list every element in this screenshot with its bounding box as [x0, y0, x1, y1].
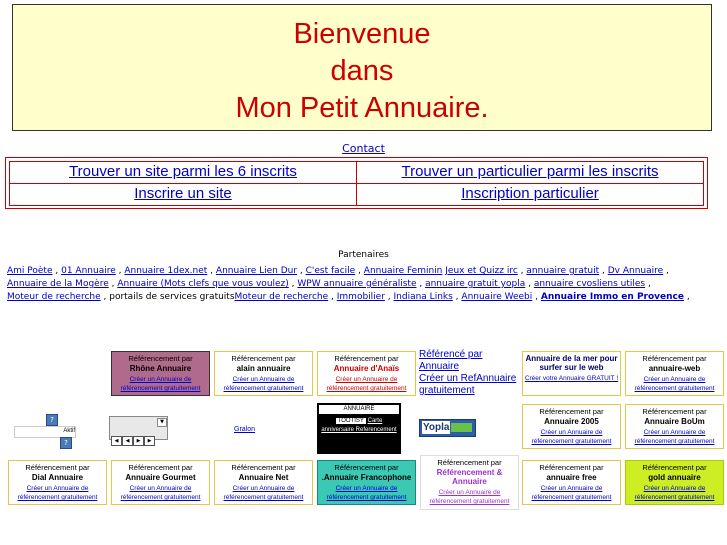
partner-link[interactable]: Annuaire Weebi [461, 292, 533, 302]
partner-link[interactable]: C'est facile [305, 266, 356, 276]
badge-create-link[interactable]: Créer un Annuaire de référencement gratuitement [634, 429, 715, 445]
badge-ref-label: Référencement par [334, 463, 399, 472]
badge-mer-title: Annuaire de la mer pour surfer sur le web [525, 354, 618, 372]
badge-create-link[interactable]: Créer un Annuaire de référencement gratuitement [634, 376, 715, 392]
badge-francophone[interactable] [317, 460, 416, 505]
badge-tootisy[interactable] [317, 403, 401, 454]
partner-link[interactable]: Annuaire (Mots clefs que vous voulez) [117, 279, 289, 289]
contact-row [0, 142, 727, 155]
partner-link[interactable]: Immobilier [336, 292, 385, 302]
badge-anais-name: Annuaire d'Anaïs [333, 364, 400, 373]
badge-ref-label: Référencement par [231, 354, 296, 363]
next-icon[interactable]: ▶ [133, 436, 144, 446]
badge-ref-annuaire[interactable] [420, 455, 519, 510]
badge-create-link[interactable]: Créer un Annuaire de référencement gratuitement [634, 485, 715, 501]
badge-alain-name: alain annuaire [236, 364, 291, 373]
badge-free[interactable] [522, 460, 621, 505]
referenced-link[interactable]: Référencé par Annuaire [419, 349, 483, 372]
partner-link[interactable]: Annuaire 1dex.net [124, 266, 208, 276]
yopla-logo: Yopla [423, 422, 450, 433]
badge-dial[interactable] [8, 460, 107, 505]
tootisy-head: ANNUAIRE [319, 405, 399, 414]
partner-link[interactable]: annuaire gratuit [526, 266, 600, 276]
yopla-decor [451, 423, 472, 432]
welcome-line-1: Bienvenue [293, 18, 431, 50]
partner-link[interactable]: Moteur de recherche [7, 292, 101, 302]
partner-link[interactable]: Moteur de recherche [234, 292, 329, 302]
partner-link[interactable]: Indiana Links [393, 292, 453, 302]
partner-link[interactable]: Annuaire de la Mogère [7, 279, 109, 289]
register-person-cell [356, 183, 704, 206]
partner-link[interactable]: Annuaire Immo en Provence [540, 292, 684, 302]
help-icon[interactable]: ? [60, 437, 72, 449]
scroll-buttons [111, 427, 164, 444]
register-site-cell [9, 183, 357, 206]
badge-gourmet-name: Annuaire Gourmet [125, 473, 196, 482]
badge-ref-label: Référencement par [334, 354, 399, 363]
badge-ref-label: Référencement par [539, 463, 604, 472]
welcome-line-3: Mon Petit Annuaire. [235, 92, 489, 124]
badge-2005-name: Annuaire 2005 [544, 417, 599, 426]
welcome-banner [12, 4, 712, 131]
partner-link[interactable]: annuaire cvosliens utiles [533, 279, 646, 289]
partner-text: portails de services gratuits [109, 292, 235, 302]
contact-link[interactable]: Contact [342, 142, 385, 155]
aktif-label: Aktif [63, 428, 75, 434]
badge-yopla[interactable] [419, 419, 476, 437]
badge-anais[interactable] [317, 351, 416, 396]
help-icon[interactable]: ? [46, 414, 58, 426]
badge-rhone[interactable] [111, 351, 210, 396]
badge-create-link[interactable]: Créer un Annuaire de référencement gratuitement [531, 429, 612, 445]
register-person-link[interactable]: Inscription particulier [461, 185, 599, 202]
badge-create-link[interactable]: Créer un Annuaire de référencement gratuitement [120, 485, 201, 501]
register-site-link[interactable]: Inscrire un site [134, 185, 232, 202]
partner-link[interactable]: WPW annuaire généraliste [297, 279, 417, 289]
last-icon[interactable]: ▶ [144, 436, 155, 446]
tootisy-body [318, 415, 400, 437]
badge-annuaire-web[interactable] [625, 351, 724, 396]
tootisy-link[interactable]: Carte anniversaire Referencement [321, 418, 397, 433]
badge-refann-name: Référencement & Annuaire [436, 468, 503, 486]
partner-link[interactable]: Annuaire Lien Dur [215, 266, 298, 276]
badge-net-name: Annuaire Net [238, 473, 289, 482]
badge-ref-label: Référencement par [25, 463, 90, 472]
badge-2005[interactable] [522, 404, 621, 449]
find-person-cell [356, 161, 704, 184]
badge-create-link[interactable]: Créer un Annuaire de référencement gratuitement [223, 485, 304, 501]
gralon-link[interactable]: Gralon [234, 426, 256, 433]
badge-referenced [419, 349, 519, 397]
badge-dial-name: Dial Annuaire [31, 473, 84, 482]
badge-mer[interactable] [522, 351, 621, 396]
badge-create-link[interactable]: Créer un Annuaire de référencement gratuitement [17, 485, 98, 501]
partner-link[interactable]: Jeux et Quizz irc [445, 266, 518, 276]
badge-boum-name: Annuaire BoUm [644, 417, 705, 426]
badge-create-link[interactable]: Créer un Annuaire de référencement gratuitement [429, 489, 510, 505]
badge-gold[interactable] [625, 460, 724, 505]
partners-list: Ami Poète , 01 Annuaire , Annuaire 1dex.net , Annuaire Lien Dur , C'est facile , Annuaire Feminin Jeux et Quizz irc , annuaire gratuit , Dv Annuaire , Annuaire de la Mogère , Annuaire (Mots clefs que vous voulez) , WPW annuaire généraliste , annuaire gratuit yopla , annuaire cvosliens utiles , Moteur de recherche , portails de services gratuitsMoteur de recherche , Immobilier , Indiana Links , Annuaire Weebi , Annuaire Immo en Provence , [7, 266, 690, 302]
badge-ref-label: Référencement par [231, 463, 296, 472]
badge-ref-label: Référencement par [437, 458, 502, 467]
badge-create-link[interactable]: Créer un Annuaire de référencement gratuitement [326, 485, 407, 501]
badge-ref-label: Référencement par [642, 354, 707, 363]
badge-net[interactable] [214, 460, 313, 505]
gralon-widget [234, 424, 255, 436]
badge-free-name: annuaire free [546, 473, 597, 482]
prev-icon[interactable]: ◀ [122, 436, 133, 446]
partner-link[interactable]: Annuaire Feminin [363, 266, 443, 276]
scroll-widget[interactable] [109, 416, 168, 444]
badge-ref-label: Référencement par [642, 407, 707, 416]
first-icon[interactable]: ◀ [111, 436, 122, 446]
badge-ref-label: Référencement par [128, 463, 193, 472]
badge-rhone-name: Rhône Annuaire [129, 364, 192, 373]
badge-create-link[interactable]: Créer un Annuaire de référencement gratuitement [326, 376, 407, 392]
badge-create-link[interactable]: Créer un Annuaire de référencement gratuitement [531, 485, 612, 501]
badge-gourmet[interactable] [111, 460, 210, 505]
badge-gold-name: gold annuaire [648, 473, 701, 482]
partners-title: Partenaires [338, 250, 389, 260]
welcome-line-2: dans [330, 55, 394, 87]
main-nav-table [5, 157, 708, 209]
partner-link[interactable]: 01 Annuaire [61, 266, 116, 276]
partner-link[interactable]: Ami Poète [7, 266, 53, 276]
badge-create-link[interactable]: Créer un Annuaire de référencement gratuitement [223, 376, 304, 392]
find-site-link[interactable]: Trouver un site parmi les 6 inscrits [69, 163, 297, 180]
partner-link[interactable]: annuaire gratuit yopla [425, 279, 526, 289]
badge-ref-label: Référencement par [642, 463, 707, 472]
badge-annweb-name: annuaire-web [648, 364, 701, 373]
partner-link[interactable]: Dv Annuaire [607, 266, 664, 276]
badge-alain[interactable] [214, 351, 313, 396]
badge-boum[interactable] [625, 404, 724, 449]
badge-franco-name: .Annuaire Francophone [321, 473, 412, 482]
badge-ref-label: Référencement par [539, 407, 604, 416]
create-refannuaire-link[interactable]: Créer un RefAnnuaire gratuitement [419, 373, 517, 396]
badge-ref-label: Référencement par [128, 354, 193, 363]
find-person-link[interactable]: Trouver un particulier parmi les inscrits [401, 163, 659, 180]
chevron-down-icon[interactable]: ▼ [157, 418, 167, 427]
find-site-cell [9, 161, 357, 184]
tootisy-name: TOOTISY [337, 418, 364, 424]
badge-create-link[interactable]: Créer un Annuaire de référencement gratuitement [120, 376, 201, 392]
badge-mer-link[interactable]: Créer votre Annuaire GRATUIT ! [524, 375, 619, 382]
